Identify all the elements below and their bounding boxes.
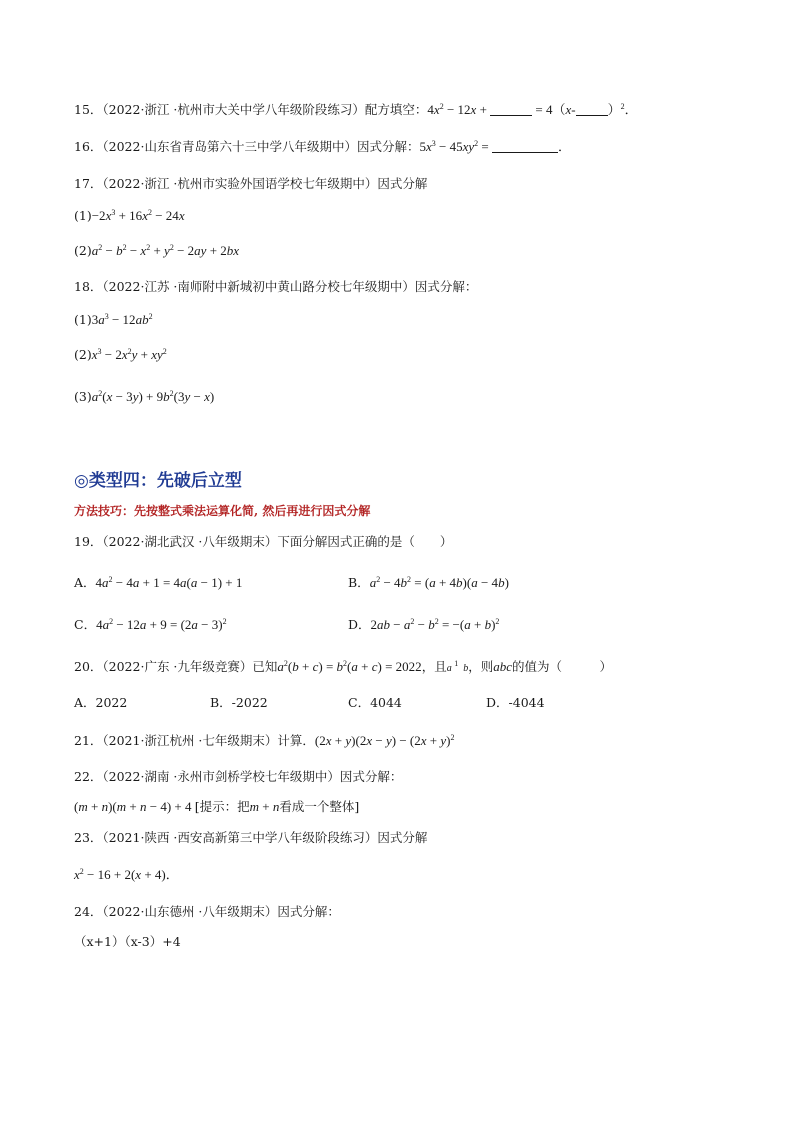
question-prompt: 计算．: [277, 733, 315, 748]
math-expression: m + n: [249, 799, 280, 814]
question-source: （2022·湖北武汉 ·八年级期末）: [102, 534, 278, 549]
question-16: [74, 138, 571, 156]
answer-blank[interactable]: [490, 103, 532, 116]
question-17-part-1: [74, 207, 185, 225]
option-b[interactable]: B．-2022: [210, 695, 268, 710]
question-number: 20．: [74, 659, 103, 674]
math-expression: $a^2(b + c) = b^2(a + c) = 2022$: [277, 659, 422, 674]
question-20: [74, 658, 612, 678]
question-source: （2022·江苏 ·南师附中新城初中黄山路分校七年级期中）: [102, 279, 415, 294]
question-number: 18．: [74, 279, 103, 294]
question-number: 24．: [74, 904, 103, 919]
math-expression: $-2x^3 + 16x^2 - 24x$: [91, 208, 185, 223]
question-24-expression: （x+1）（x-3）+4: [74, 934, 181, 949]
math-expression: $4a^2 - 4a + 1 = 4a(a - 1) + 1$: [95, 575, 243, 590]
question-19: [74, 533, 452, 551]
question-prompt: ，则: [468, 659, 494, 674]
math-expression: $x^2 - 16 + 2(x + 4)$．: [74, 867, 179, 882]
option-c[interactable]: C．4044: [348, 695, 402, 710]
question-22-expression: [74, 798, 359, 816]
question-prompt: 因式分解: [377, 830, 428, 845]
question-source: （2021·陕西 ·西安高新第三中学八年级阶段练习）: [102, 830, 378, 845]
math-expression: $3a^3 - 12ab^2$: [91, 312, 153, 327]
math-expression: a $^1$ b: [446, 659, 469, 674]
math-expression: $x^3 - 2x^2y + xy^2$: [91, 347, 167, 362]
part-label: (3): [74, 389, 92, 404]
question-prompt: 的值为（ ）: [512, 659, 613, 674]
question-prompt: 配方填空：: [364, 102, 428, 117]
question-prompt: 因式分解：: [414, 279, 478, 294]
question-source: （2022·山东省青岛第六十三中学八年级期中）: [102, 139, 357, 154]
part-label: (1): [74, 208, 92, 223]
math-expression: $4x^2 - 12x$ + = 4（x- ）$^2$．: [427, 102, 638, 117]
question-24: [74, 903, 340, 921]
math-expression: $a^2(x - 3y) + 9b^2(3y - x)$: [91, 389, 215, 404]
method-tip: 方法技巧：先按整式乘法运算化简, 然后再进行因式分解: [74, 504, 371, 518]
option-b[interactable]: [348, 574, 509, 592]
question-23: [74, 829, 427, 847]
option-label: B．: [348, 575, 370, 590]
answer-blank[interactable]: [576, 103, 608, 116]
hint-text: 看成一个整体]: [279, 799, 360, 814]
question-number: 21．: [74, 733, 103, 748]
option-c[interactable]: [74, 616, 227, 634]
question-source: （2022·浙江 ·杭州市实验外国语学校七年级期中）: [102, 176, 378, 191]
question-number: 23．: [74, 830, 103, 845]
question-number: 17．: [74, 176, 103, 191]
question-number: 22．: [74, 769, 103, 784]
option-label: A．: [74, 575, 96, 590]
question-18: [74, 278, 477, 296]
math-expression: $2ab - a^2 - b^2 = -(a + b)^2$: [370, 617, 500, 632]
question-18-part-2: [74, 346, 167, 364]
question-21: [74, 732, 454, 750]
question-18-part-3: [74, 388, 214, 406]
part-label: (2): [74, 243, 92, 258]
question-source: （2022·浙江 ·杭州市大关中学八年级阶段练习）: [102, 102, 365, 117]
question-source: （2022·广东 ·九年级竞赛）: [102, 659, 253, 674]
question-source: （2022·山东德州 ·八年级期末）: [102, 904, 278, 919]
question-23-expression: [74, 866, 179, 884]
question-18-part-1: [74, 311, 153, 329]
math-expression: $a^2 - 4b^2 = (a + 4b)(a - 4b)$: [369, 575, 509, 590]
question-prompt: 下面分解因式正确的是（ ）: [277, 534, 453, 549]
question-number: 16．: [74, 139, 103, 154]
part-label: (1): [74, 312, 92, 327]
question-number: 19．: [74, 534, 103, 549]
question-17: [74, 175, 427, 193]
question-source: （2022·湖南 ·永州市剑桥学校七年级期中）: [102, 769, 340, 784]
option-d[interactable]: [348, 616, 499, 634]
option-label: C．: [74, 617, 97, 632]
question-17-part-2: [74, 242, 239, 260]
option-label: D．: [348, 617, 371, 632]
math-expression: $(2x + y)(2x - y) - (2x + y)^2$: [314, 733, 455, 748]
question-15: [74, 101, 638, 119]
question-prompt: 因式分解：: [277, 904, 340, 919]
math-expression: $4a^2 - 12a + 9 = (2a - 3)^2$: [96, 617, 227, 632]
question-number: 15．: [74, 102, 103, 117]
part-label: (2): [74, 347, 92, 362]
question-prompt: 因式分解：: [356, 139, 420, 154]
option-d[interactable]: D．-4044: [486, 695, 545, 710]
question-22: [74, 768, 402, 786]
question-prompt: 已知: [252, 659, 278, 674]
math-expression: $a^2 - b^2 - x^2 + y^2 - 2ay + 2bx$: [91, 243, 240, 258]
math-expression: abc: [493, 659, 512, 674]
question-prompt: 因式分解: [377, 176, 428, 191]
question-prompt: ，且: [421, 659, 447, 674]
option-a[interactable]: A．2022: [74, 695, 128, 710]
math-expression: $5x^3 - 45xy^2$ = ．: [419, 139, 571, 154]
answer-blank[interactable]: [492, 140, 558, 153]
question-source: （2021·浙江杭州 ·七年级期末）: [102, 733, 278, 748]
math-expression: (m + n)(m + n − 4) + 4: [74, 799, 195, 814]
option-a[interactable]: [74, 574, 242, 592]
section-title: ◎类型四：先破后立型: [74, 471, 242, 491]
hint-text: [提示：把: [194, 799, 250, 814]
question-prompt: 因式分解：: [339, 769, 403, 784]
